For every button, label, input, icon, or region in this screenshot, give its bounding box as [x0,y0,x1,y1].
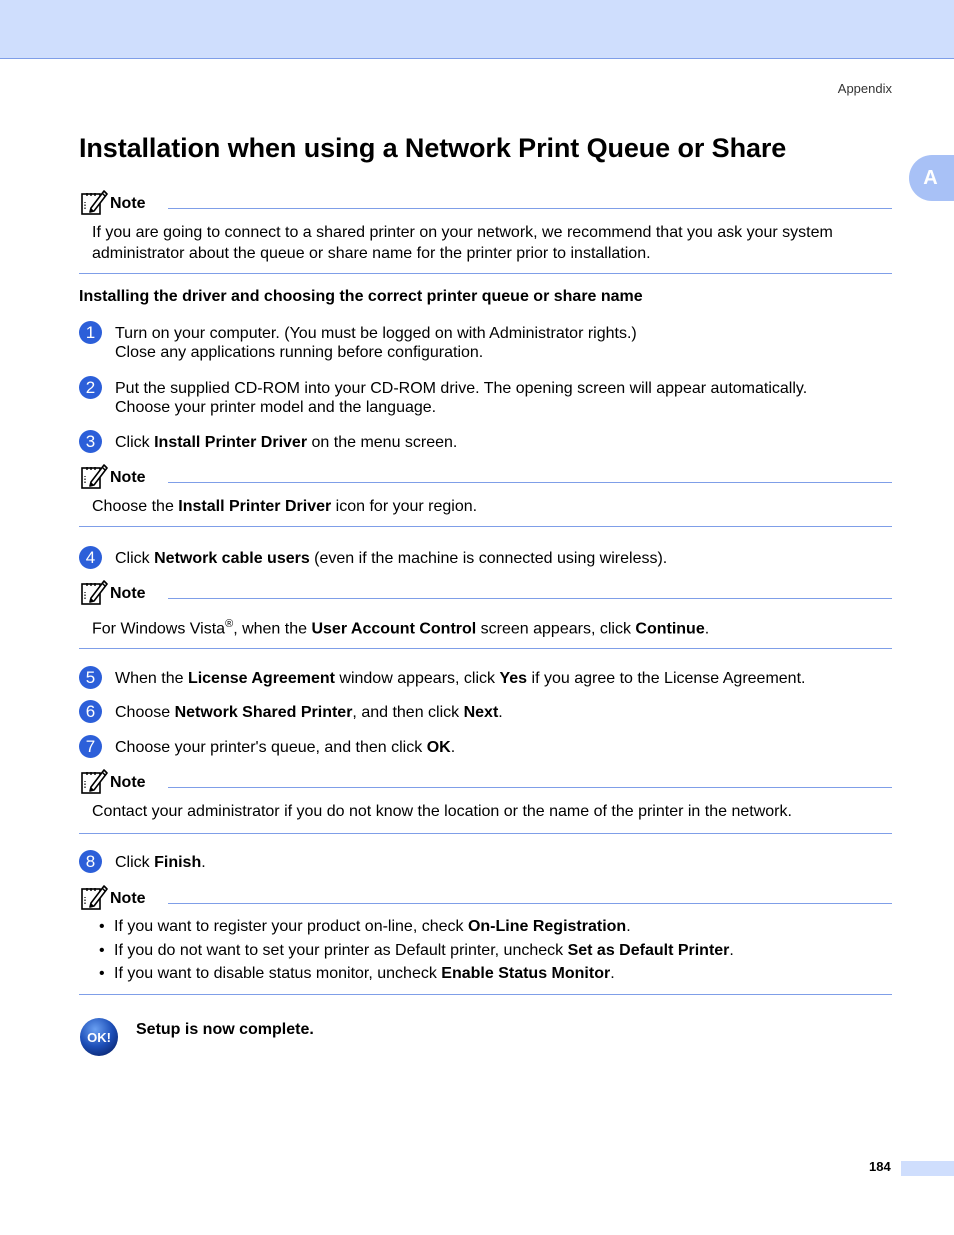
note-body [79,608,892,648]
text-run: Click [115,854,155,871]
note-bullet-list [79,913,892,994]
step-text-line: Put the supplied CD-ROM into your CD-ROM drive. The opening screen will appear automatically. [115,380,808,397]
ui-term: License Agreement [187,670,335,687]
text-run: icon for your region. [331,498,478,515]
step-text-line: Choose your printer model and the language. [115,399,437,416]
ui-term: Install Printer Driver [154,434,308,451]
text-run: If you want to register your product on-line, check [114,918,468,935]
list-item [99,962,892,986]
step-1 [79,321,892,362]
ui-term: Finish [154,854,202,871]
ui-term: Next [463,704,499,721]
text-run: . [729,941,734,959]
ui-term: On-Line Registration [467,918,627,935]
step-4 [79,546,892,568]
step-text [115,850,892,872]
note-pencil-icon [80,883,108,911]
step-7 [79,735,892,757]
note-label: Note [110,195,146,212]
step-8 [79,850,892,872]
step-number-badge: 4 [79,546,102,569]
page-number: 184 [869,1159,891,1174]
text-run: Click [115,434,155,451]
ui-term: Install Printer Driver [178,498,332,515]
step-number-badge: 2 [79,376,102,399]
step-number-badge: 5 [79,666,102,689]
note-windows-vista [79,578,892,649]
note-shared-printer [79,188,892,274]
step-text [115,430,892,452]
ok-badge-text: OK! [87,1030,111,1045]
text-run: Choose [115,704,175,721]
text-run: . [704,620,710,638]
text-run: . [201,854,206,871]
note-rule [168,598,892,599]
step-text [115,321,892,362]
note-label: Note [110,469,146,486]
ui-term: Set as Default Printer [567,941,730,959]
ui-term: Continue [635,620,705,638]
text-run: Click [115,550,155,567]
page-title: Installation when using a Network Print Queue or Share [79,133,787,163]
note-body [79,492,892,526]
text-run: . [498,704,503,721]
note-label: Note [110,774,146,791]
list-item [99,939,892,963]
text-run: . [450,739,456,756]
step-number-badge: 3 [79,430,102,453]
note-install-driver [79,462,892,527]
ui-term: Enable Status Monitor [441,965,611,982]
note-pencil-icon [80,188,108,216]
footer-band [901,1161,954,1176]
text-run: , and then click [352,704,464,721]
text-run: (even if the machine is connected using wireless). [309,550,668,567]
note-text-line: Contact your administrator if you do not know the location or the name of the printer in the network. [92,803,792,820]
note-text-line: administrator about the queue or share name for the printer prior to installation. [92,245,651,262]
step-text [115,376,892,417]
note-label: Note [110,890,146,907]
step-number-badge: 6 [79,700,102,723]
note-rule [168,208,892,209]
text-run: on the menu screen. [307,434,458,451]
note-header [79,462,892,492]
note-text-line: If you are going to connect to a shared printer on your network, we recommend that you ask your system [92,224,833,241]
text-run: Choose the [92,498,179,515]
note-finish-options [79,883,892,995]
step-number-badge: 7 [79,735,102,758]
ui-term: User Account Control [311,620,477,638]
text-run: For Windows Vista [92,620,226,638]
step-3 [79,430,892,452]
text-run: screen appears, click [476,620,636,638]
step-text-line: Turn on your computer. (You must be logged on with Administrator rights.) [115,325,637,342]
text-run: window appears, click [334,670,500,687]
note-pencil-icon [80,462,108,490]
step-number-badge: 1 [79,321,102,344]
note-body [79,797,892,833]
step-text [115,546,892,568]
list-item [99,915,892,939]
text-run: Choose your printer's queue, and then click [115,739,427,756]
step-text [115,700,892,722]
note-header [79,188,892,218]
appendix-side-tab: A [909,155,954,201]
note-header [79,578,892,608]
text-run: . [610,965,615,982]
header-band [0,0,954,59]
text-run: If you want to disable status monitor, uncheck [114,965,442,982]
ui-term: OK [426,739,451,756]
ui-term: Network cable users [154,550,310,567]
note-rule [168,903,892,904]
step-text [115,666,892,688]
note-header [79,883,892,913]
note-rule [168,787,892,788]
setup-complete-text: Setup is now complete. [136,1021,314,1038]
note-body [79,218,892,273]
text-run: if you agree to the License Agreement. [527,670,806,687]
note-header [79,767,892,797]
step-5 [79,666,892,688]
note-pencil-icon [80,578,108,606]
registered-mark: ® [225,618,234,630]
note-contact-admin [79,767,892,834]
note-label: Note [110,585,146,602]
step-text-line: Close any applications running before configuration. [115,344,484,361]
step-2 [79,376,892,417]
step-text [115,735,892,757]
text-run: , when the [233,620,312,638]
step-6 [79,700,892,722]
text-run: When the [115,670,188,687]
ok-complete-icon [79,1017,119,1057]
ui-term: Network Shared Printer [174,704,353,721]
step-number-badge: 8 [79,850,102,873]
text-run: If you do not want to set your printer as Default printer, uncheck [114,941,568,959]
ui-term: Yes [499,670,528,687]
note-pencil-icon [80,767,108,795]
text-run: . [626,918,631,935]
running-head: Appendix [837,81,892,96]
note-rule [168,482,892,483]
section-subheading: Installing the driver and choosing the correct printer queue or share name [79,288,643,305]
